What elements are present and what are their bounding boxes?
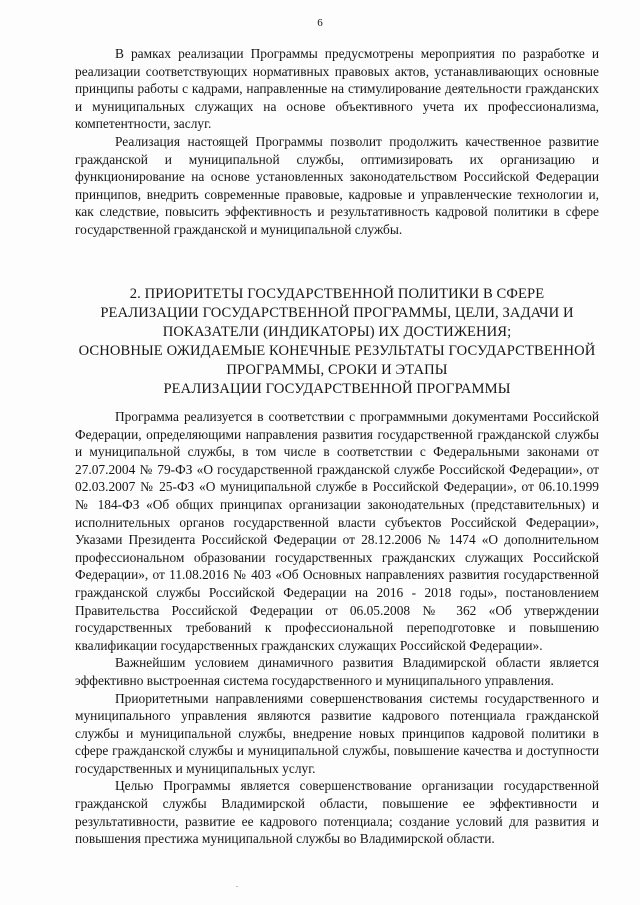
section-heading-line-2: РЕАЛИЗАЦИИ ГОСУДАРСТВЕННОЙ ПРОГРАММЫ, ЦЕЛИ, ЗАДАЧИ И — [100, 305, 574, 321]
section-paragraph-1: Программа реализуется в соответствии с программными документами Российской Федерации, определяющими направления развития государственной гражданской службы и муниципальной службы, в том числе в соответствии с Федеральными законами от 27.07.2004 № 79-ФЗ «О государственной гражданской службе Российской Федерации», от 02.03.2007 № 25-ФЗ «О муниципальной службе в Российской Федерации», от 06.10.1999 № 184-ФЗ «Об общих принципах организации законодательных (представительных) и исполнительных органов государственной власти субъектов Российской Федерации», Указами Президента Российской Федерации от 28.12.2006 № 1474 «О дополнительном профессиональном образовании государственных гражданских служащих Российской Федерации», от 11.08.2016 № 403 «Об Основных направлениях развития государственной гражданской службы Российской Федерации на 2016 - 2018 годы», постановлением Правительства Российской Федерации от 06.05.2008 № 362 «Об утверждении государственных требований к профессиональной переподготовке и повышению квалификации государственных гражданских служащих Российской Федерации». — [75, 409, 599, 653]
section-heading — [60, 285, 614, 399]
section-heading-line-4: ОСНОВНЫЕ ОЖИДАЕМЫЕ КОНЕЧНЫЕ РЕЗУЛЬТАТЫ ГОСУДАРСТВЕННОЙ — [78, 343, 596, 359]
intro-paragraph-1: В рамках реализации Программы предусмотрены мероприятия по разработке и реализации соответствующих нормативных правовых актов, устанавливающих основные принципы работы с кадрами, направленные на стимулирование деятельности гражданских и муниципальных служащих на основе объективного учета их профессионализма, компетентности, заслуг. — [75, 46, 599, 132]
section-heading-line-1: 2. ПРИОРИТЕТЫ ГОСУДАРСТВЕННОЙ ПОЛИТИКИ В СФЕРЕ — [129, 286, 545, 302]
page-number: 6 — [317, 17, 323, 29]
section-text-block — [75, 408, 599, 848]
section-paragraph-3: Приоритетными направлениями совершенствования системы государственного и муниципального управления являются развитие кадрового потенциала гражданской службы и муниципальной службы, внедрение новых принципов кадровой политики в сфере гражданской службы и муниципальной службы, повышение качества и доступности государственных и муниципальных услуг. — [75, 690, 599, 776]
section-heading-line-6: РЕАЛИЗАЦИИ ГОСУДАРСТВЕННОЙ ПРОГРАММЫ — [163, 381, 511, 397]
section-heading-line-3: ПОКАЗАТЕЛИ (ИНДИКАТОРЫ) ИХ ДОСТИЖЕНИЯ; — [162, 324, 512, 340]
footer-mark: . — [236, 880, 238, 889]
section-paragraph-4: Целью Программы является совершенствование организации государственной гражданской службы Владимирской области, повышение ее эффективности и результативности, развитие ее кадрового потенциала; создание условий для развития и повышения престижа муниципальной службы во Владимирской области. — [75, 778, 599, 847]
section-heading-line-5: ПРОГРАММЫ, СРОКИ И ЭТАПЫ — [226, 362, 448, 378]
intro-text-block — [75, 45, 599, 239]
intro-paragraph-2: Реализация настоящей Программы позволит продолжить качественное развитие гражданской и муниципальной службы, оптимизировать их организацию и функционирование на основе установленных законодательством Российской Федерации принципов, внедрить современные правовые, кадровые и управленческие технологии и, как следствие, повысить эффективность и результативность кадровой политики в сфере государственной гражданской и муниципальной службы. — [75, 133, 599, 237]
section-paragraph-2: Важнейшим условием динамичного развития Владимирской области является эффективно выстроенная система государственного и муниципального управления. — [75, 655, 599, 688]
